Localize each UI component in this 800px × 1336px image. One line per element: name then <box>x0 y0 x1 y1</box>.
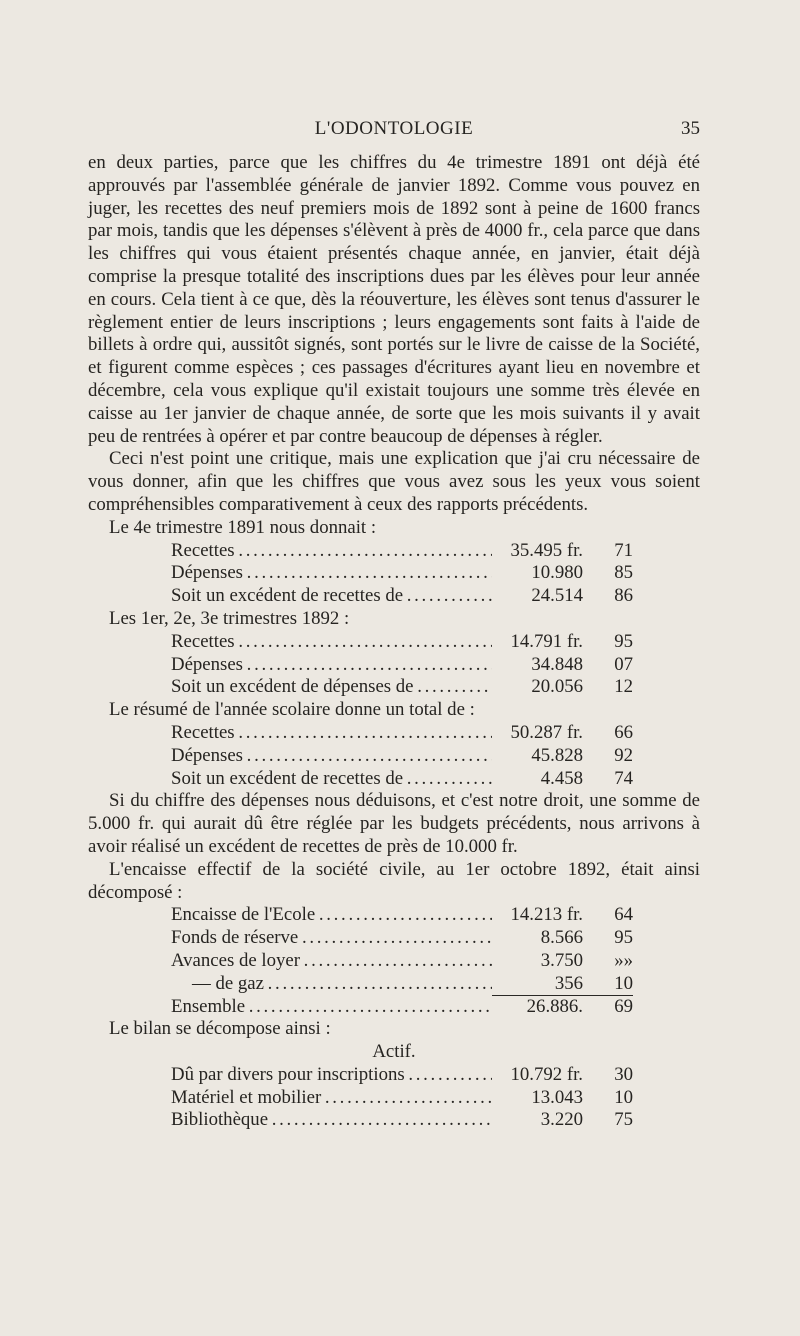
row-label: Recettes . . . <box>171 540 492 563</box>
table-year <box>88 722 700 790</box>
paragraph-8: Le bilan se décompose ainsi : <box>109 1018 331 1040</box>
row-label: Dû par divers pour inscriptions . . . <box>171 1064 492 1087</box>
row-cents: 86 <box>614 585 633 607</box>
paragraph-6: Si du chiffre des dépenses nous déduisons, et c'est notre droit, une somme de 5.000 fr. qui aurait dû être réglée par les budgets précédents, nous arrivons à avoir réalisé un excédent de recettes de près de 10.000 fr. <box>88 790 700 857</box>
row-cents: 69 <box>583 995 633 1019</box>
row-cents: 71 <box>614 539 633 561</box>
page-header <box>88 118 700 148</box>
body-text <box>88 152 700 1132</box>
row-amount: 10.792 fr. <box>510 1063 583 1085</box>
table-row <box>88 1109 700 1132</box>
table-row <box>88 631 700 654</box>
row-amount: 356 <box>554 972 583 994</box>
table-q4-1891 <box>88 540 700 608</box>
table-row <box>88 540 700 563</box>
row-amount: 3.220 <box>540 1109 583 1131</box>
row-amount: 13.043 <box>531 1086 583 1108</box>
row-cents: 95 <box>614 927 633 949</box>
row-label: Encaisse de l'Ecole . . . <box>171 904 492 927</box>
row-amount: 35.495 fr. <box>510 539 583 561</box>
row-label: Dépenses . . . <box>171 562 492 585</box>
row-amount: 26.886. <box>492 995 583 1019</box>
row-label: Soit un excédent de recettes de . . . <box>171 768 492 791</box>
table-row <box>88 1064 700 1087</box>
row-cents: 92 <box>614 744 633 766</box>
row-label: Soit un excédent de dépenses de . . . <box>171 676 492 699</box>
row-label: Matériel et mobilier . . . <box>171 1087 492 1110</box>
row-label: Soit un excédent de recettes de . . . <box>171 585 492 608</box>
row-cents: 64 <box>614 904 633 926</box>
row-label: Ensemble . . . <box>171 996 492 1019</box>
row-label: Recettes . . . <box>171 631 492 654</box>
table-row <box>88 973 700 996</box>
table-actif <box>88 1064 700 1132</box>
table-row <box>88 768 700 791</box>
table-total-row <box>88 995 700 1018</box>
row-cents: 12 <box>614 676 633 698</box>
paragraph-7: L'encaisse effectif de la société civile, au 1er octobre 1892, était ainsi décomposé : <box>88 858 700 903</box>
row-label: Avances de loyer . . . <box>171 950 492 973</box>
row-cents: 95 <box>614 630 633 652</box>
row-cents: »» <box>614 949 633 971</box>
row-amount: 4.458 <box>540 767 583 789</box>
table-row <box>88 676 700 699</box>
row-amount: 8.566 <box>540 927 583 949</box>
actif-heading: Actif. <box>372 1041 416 1063</box>
table-row <box>88 950 700 973</box>
row-amount: 50.287 fr. <box>510 721 583 743</box>
row-amount: 14.213 fr. <box>510 904 583 926</box>
table-row <box>88 904 700 927</box>
row-amount: 24.514 <box>531 585 583 607</box>
row-cents: 10 <box>614 1086 633 1108</box>
row-label: Fonds de réserve . . . <box>171 927 492 950</box>
table-row <box>88 722 700 745</box>
row-cents: 66 <box>614 721 633 743</box>
row-cents: 75 <box>614 1109 633 1131</box>
paragraph-1: en deux parties, parce que les chiffres du 4e trimestre 1891 ont déjà été approuvés par l'assemblée générale de janvier 1892. Comme vous pouvez en juger, les recettes des neuf premiers mois de 1892 sont à peine de 1600 francs par mois, tandis que les dépenses s'élèvent à près de 4000 fr., cela parce que dans les chiffres qui vous étaient présentés chaque année, en janvier, était déjà comprise la presque totalité des inscriptions dues par les élèves pour leur année en cours. Cela tient à ce que, dès la réouverture, les élèves sont tenus d'assurer le règlement entier de leurs inscriptions ; leurs engagements sont faits à l'aide de billets à ordre qui, aussitôt signés, sont portés sur le livre de caisse de la Société, et figurent comme espèces ; ces passages d'écritures ayant lieu en novembre et décembre, cela vous explique qu'il existait toujours une somme très élevée en caisse au 1er janvier de chaque année, de sorte que les mois suivants il y avait peu de rentrées à opérer et par contre beaucoup de dépenses à régler. <box>88 152 700 447</box>
page-number: 35 <box>681 118 700 139</box>
row-cents: 30 <box>614 1063 633 1085</box>
row-label: — de gaz . . . <box>171 973 492 996</box>
row-amount: 10.980 <box>531 562 583 584</box>
row-label: Bibliothèque . . . <box>171 1109 492 1132</box>
table-encaisse <box>88 904 700 1018</box>
row-cents: 85 <box>614 562 633 584</box>
table-row <box>88 1087 700 1110</box>
table-q123-1892 <box>88 631 700 699</box>
paragraph-5: Le résumé de l'année scolaire donne un total de : <box>109 699 475 721</box>
running-title: L'ODONTOLOGIE <box>314 118 474 139</box>
paragraph-2: Ceci n'est point une critique, mais une explication que j'ai cru nécessaire de vous donner, afin que les chiffres que vous avez sous les yeux vous soient compréhensibles comparativement à ceux des rapports précédents. <box>88 448 700 515</box>
row-amount: 34.848 <box>531 653 583 675</box>
row-label: Dépenses . . . <box>171 654 492 677</box>
row-amount: 20.056 <box>531 676 583 698</box>
row-amount: 3.750 <box>540 949 583 971</box>
row-amount: 14.791 fr. <box>510 630 583 652</box>
table-row <box>88 585 700 608</box>
table-row <box>88 927 700 950</box>
table-row <box>88 654 700 677</box>
table-row <box>88 745 700 768</box>
row-label: Dépenses . . . <box>171 745 492 768</box>
row-cents: 74 <box>614 767 633 789</box>
paragraph-4: Les 1er, 2e, 3e trimestres 1892 : <box>109 607 350 629</box>
row-cents: 07 <box>614 653 633 675</box>
table-row <box>88 562 700 585</box>
row-label: Recettes . . . <box>171 722 492 745</box>
row-amount: 45.828 <box>531 744 583 766</box>
row-cents: 10 <box>614 972 633 994</box>
paragraph-3: Le 4e trimestre 1891 nous donnait : <box>109 516 377 538</box>
